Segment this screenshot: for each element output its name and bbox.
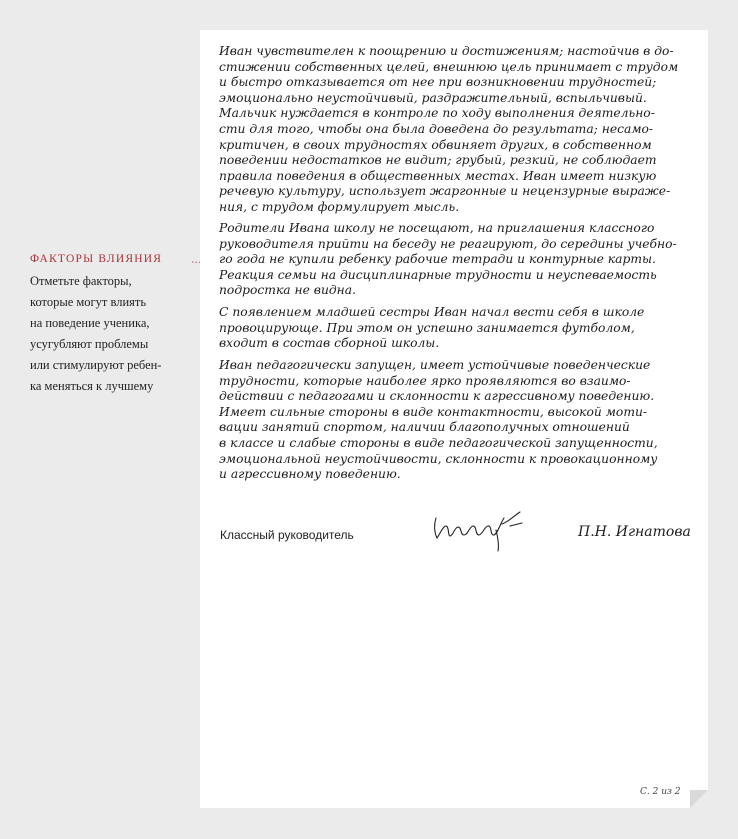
note-line: ка меняться к лучшему bbox=[30, 379, 154, 393]
text-line: Мальчик нуждается в контроле по ходу выполнения деятельно- bbox=[219, 106, 655, 121]
document-page bbox=[200, 30, 708, 808]
text-line: входит в состав сборной школы. bbox=[219, 336, 440, 351]
text-line: руководителя прийти на беседу не реагируют, до середины учебно- bbox=[219, 236, 677, 251]
text-line: го года не купили ребенку рабочие тетради и контурные карты. bbox=[219, 252, 656, 267]
note-line: которые могут влиять bbox=[30, 295, 147, 309]
signature-name: П.Н. Игнатова bbox=[578, 524, 691, 540]
text-line: ния, с трудом формулирует мысль. bbox=[219, 199, 460, 214]
handwritten-signature bbox=[428, 504, 528, 554]
text-line: Родители Ивана школу не посещают, на приглашения классного bbox=[219, 221, 655, 235]
page-fold-corner bbox=[690, 790, 708, 808]
paragraph-sister bbox=[219, 305, 691, 352]
text-line: Иван чувствителен к поощрению и достижениям; настойчив в до- bbox=[219, 44, 674, 58]
text-line: Реакция семьи на дисциплинарные трудности и неуспеваемость bbox=[219, 267, 657, 282]
text-line: правила поведения в общественных местах. Иван имеет низкую bbox=[219, 168, 657, 183]
text-line: сти для того, чтобы она была доведена до результата; несамо- bbox=[219, 121, 654, 136]
influence-factors-text bbox=[30, 271, 195, 397]
paragraph-characteristics bbox=[219, 44, 691, 216]
signature-role: Классный руководитель bbox=[220, 528, 354, 542]
influence-factors-title: ФАКТОРЫ ВЛИЯНИЯ bbox=[30, 253, 163, 265]
text-line: Имеет сильные стороны в виде контактности, высокой моти- bbox=[219, 404, 648, 419]
paragraph-family bbox=[219, 221, 691, 299]
text-line: подростка не видна. bbox=[219, 283, 357, 298]
text-line: стижении собственных целей, внешнюю цель принимает с трудом bbox=[219, 59, 679, 74]
page-number: С. 2 из 2 bbox=[640, 787, 681, 797]
note-line: Отметьте факторы, bbox=[30, 274, 132, 288]
note-line: на поведение ученика, bbox=[30, 316, 150, 330]
text-line: речевую культуру, использует жаргонные и нецензурные выраже- bbox=[219, 184, 671, 199]
text-line: и быстро отказывается от нее при возникновении трудностей; bbox=[219, 75, 657, 90]
paragraph-conclusion bbox=[219, 358, 691, 483]
text-line: провоцирующе. При этом он успешно занимается футболом, bbox=[219, 320, 635, 335]
text-line: эмоциональной неустойчивости, склонности к провокационному bbox=[219, 451, 658, 466]
text-line: в классе и слабые стороны в виде педагогической запущенности, bbox=[219, 435, 658, 450]
text-line: трудности, которые наиболее ярко проявляются во взаимо- bbox=[219, 373, 631, 388]
text-line: Иван педагогически запущен, имеет устойчивые поведенческие bbox=[219, 358, 651, 372]
note-line: или стимулируют ребен- bbox=[30, 358, 162, 372]
text-line: действии с педагогами и склонности к агрессивному поведению. bbox=[219, 389, 655, 404]
note-line: усугубляют проблемы bbox=[30, 337, 149, 351]
influence-factors-note bbox=[30, 250, 195, 397]
text-line: критичен, в своих трудностях обвиняет других, в собственном bbox=[219, 137, 652, 152]
text-line: С появлением младшей сестры Иван начал вести себя в школе bbox=[219, 305, 645, 319]
text-line: вации занятий спортом, наличии благополучных отношений bbox=[219, 420, 630, 435]
text-line: эмоционально неустойчивый, раздражительный, вспыльчивый. bbox=[219, 90, 647, 105]
text-line: и агрессивному поведению. bbox=[219, 467, 401, 482]
text-line: поведении недостатков не видит; грубый, резкий, не соблюдает bbox=[219, 153, 657, 168]
